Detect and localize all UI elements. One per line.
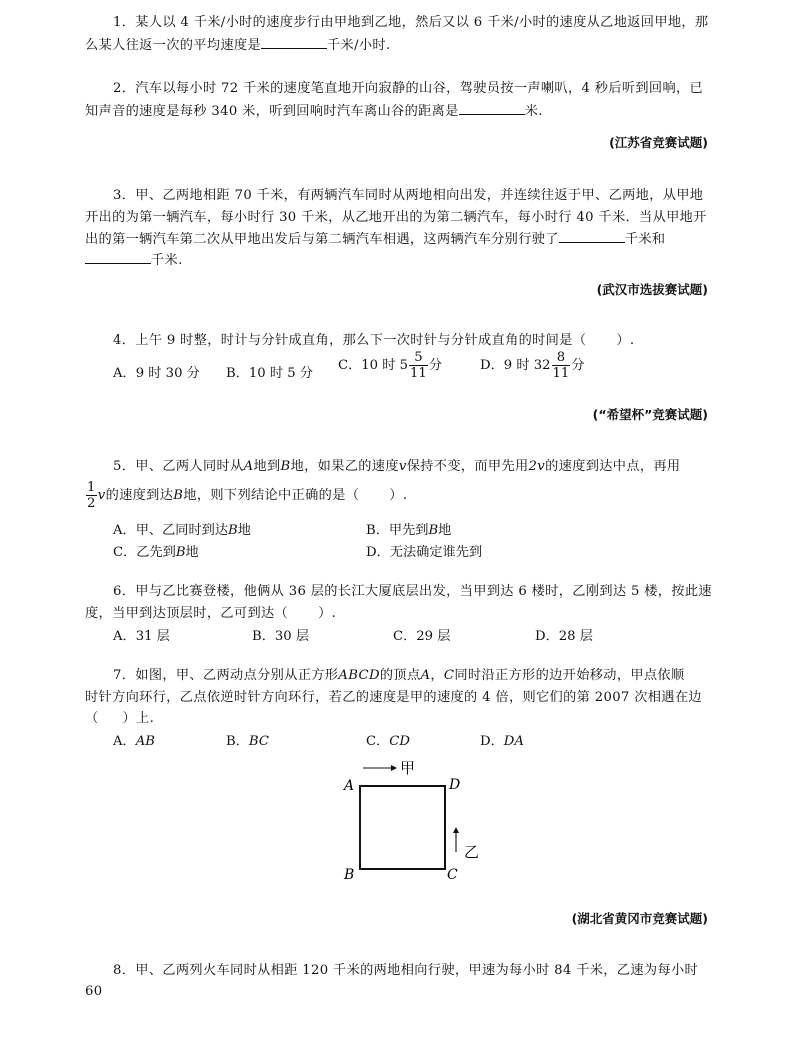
q7-text: 的顶点 xyxy=(379,668,421,683)
arrowhead-up-icon xyxy=(453,827,459,833)
q4-option-c-text: C．10 时 5 xyxy=(338,358,409,373)
q5-option-text: 地 xyxy=(237,523,251,538)
q5-text: 地到 xyxy=(253,459,281,474)
q7-line1 xyxy=(85,665,717,686)
q7-option-var: AB xyxy=(135,734,155,749)
q2-line1: 2．汽车以每小时 72 千米的速度笔直地开向寂静的山谷，驾驶员按一声喇叭，4 秒后听到回响，已 xyxy=(113,81,704,96)
q2-line2 xyxy=(85,100,717,122)
q6-option-c: C．29 层 xyxy=(393,629,451,644)
q5-text: ）. xyxy=(389,488,408,503)
q7-option-var: CD xyxy=(389,734,410,749)
q4-stem-end: ）. xyxy=(616,333,635,348)
q4-option-a: A．9 时 30 分 xyxy=(113,366,200,381)
q5-option-text: 地 xyxy=(438,523,452,538)
q7-option-text: B． xyxy=(226,734,249,749)
q7-line3 xyxy=(85,708,717,729)
q5-option-text: A．甲、乙同时到达 xyxy=(113,523,229,538)
q5-option-a xyxy=(113,519,251,538)
q5-var: B xyxy=(173,488,184,503)
q3-line4-unit: 千米. xyxy=(151,253,183,268)
q4-stem xyxy=(85,330,717,351)
q7-text: 同时沿正方形的边开始移动，甲点依顺 xyxy=(454,668,685,683)
q5-var: A xyxy=(243,459,254,474)
q4-option-d-unit: 分 xyxy=(571,358,585,373)
q4-option-c xyxy=(338,350,442,381)
fraction-numerator: 1 xyxy=(87,480,96,495)
answer-blank xyxy=(459,100,525,115)
vertex-a: A xyxy=(344,778,355,794)
q5-var: 2v xyxy=(528,459,546,474)
square-abcd xyxy=(360,786,445,869)
q3-line1: 3．甲、乙两地相距 70 千米，有两辆汽车同时从两地相向出发，并连续往返于甲、乙两地，从甲地 xyxy=(113,188,704,203)
q5-var: B xyxy=(175,545,186,560)
q6-line2 xyxy=(85,603,717,624)
q7-option-text: D． xyxy=(480,734,504,749)
q2-source: (江苏省竞赛试题) xyxy=(609,135,708,150)
q4-option-c-unit: 分 xyxy=(428,358,442,373)
q5-var: B xyxy=(280,459,291,474)
q5-option-text: 地 xyxy=(185,545,199,560)
q5-text: 地，则下列结论中正确的是（ xyxy=(183,488,360,503)
q1-line2-text: 么某人往返一次的平均速度是 xyxy=(85,38,261,53)
arrowhead-right-icon xyxy=(391,765,397,771)
q7-option-d xyxy=(480,730,524,749)
q1-line1: 1．某人以 4 千米/小时的速度步行由甲地到乙地，然后又以 6 千米/小时的速度从乙地返回甲地，那 xyxy=(113,15,709,30)
q3-line3-unit: 千米和 xyxy=(624,232,666,247)
fraction-numerator: 5 xyxy=(409,350,428,366)
q7-var: A xyxy=(420,668,431,683)
q4-option-d xyxy=(480,350,584,381)
q4-option-d-fraction xyxy=(552,350,571,381)
q7-option-text: A． xyxy=(113,734,136,749)
q5-var: v xyxy=(97,488,106,503)
q4-source: (“希望杯”竞赛试题) xyxy=(592,407,708,422)
q3-line2: 开出的为第一辆汽车，每小时行 30 千米，从乙地开出的为第二辆汽车，每小时行 40 千米．当从甲地开 xyxy=(85,210,707,225)
answer-blank xyxy=(85,249,151,264)
q6-line1: 6．甲与乙比赛登楼，他俩从 36 层的长江大厦底层出发，当甲到达 6 楼时，乙刚到达 5 楼，按此速 xyxy=(113,584,712,599)
q4-stem-text: 4．上午 9 时整，时计与分针成直角，那么下一次时针与分针成直角的时间是（ xyxy=(113,333,587,348)
q5-line2 xyxy=(85,480,717,511)
q7-option-var: DA xyxy=(503,734,524,749)
q7-option-c xyxy=(366,730,410,749)
q5-option-b xyxy=(366,519,451,538)
label-yi: 乙 xyxy=(464,843,480,861)
q4-option-c-fraction xyxy=(409,350,428,381)
q5-option-c xyxy=(113,541,199,560)
fraction-denominator: 11 xyxy=(410,366,427,381)
vertex-c: C xyxy=(447,867,458,883)
q3-line3-text: 出的第一辆汽车第二次从甲地出发后与第二辆汽车相遇，这两辆汽车分别行驶了 xyxy=(85,232,559,247)
answer-blank xyxy=(559,228,625,243)
q5-var: B xyxy=(228,523,238,538)
answer-blank xyxy=(261,34,327,49)
q5-text: 的速度到达 xyxy=(105,488,174,503)
square-figure xyxy=(335,756,515,891)
q3-line3 xyxy=(85,228,717,250)
q5-text: 5．甲、乙两人同时从 xyxy=(113,459,244,474)
fraction-denominator: 11 xyxy=(552,366,570,381)
q2-line2-unit: 米. xyxy=(524,104,543,119)
q5-var: v xyxy=(398,459,407,474)
q5-option-text: C．乙先到 xyxy=(113,545,176,560)
vertex-d: D xyxy=(449,777,461,793)
q7-text: ， xyxy=(430,668,444,683)
q7-text: ）上. xyxy=(122,711,155,726)
q6-option-b: B．30 层 xyxy=(252,629,310,644)
q7-option-var: BC xyxy=(248,734,269,749)
q6-option-d: D．28 层 xyxy=(535,629,593,644)
q5-var: B xyxy=(428,523,439,538)
q7-source: (湖北省黄冈市竞赛试题) xyxy=(571,911,708,926)
label-jia: 甲 xyxy=(400,759,416,777)
q7-option-a xyxy=(113,730,155,749)
q5-text: 保持不变，而甲先用 xyxy=(406,459,529,474)
fraction-numerator: 8 xyxy=(552,350,571,366)
q5-fraction xyxy=(86,480,97,511)
q5-line1 xyxy=(85,456,717,477)
q7-text: （ xyxy=(85,711,99,726)
q1-line2-unit: 千米/小时. xyxy=(327,38,391,53)
q7-option-text: C． xyxy=(366,734,390,749)
q7-option-b xyxy=(226,730,269,749)
q7-text: 7．如图，甲、乙两动点分别从正方形 xyxy=(113,668,339,683)
q2-line2-text: 知声音的速度是每秒 340 米，听到回响时汽车离山谷的距离是 xyxy=(85,104,459,119)
q5-text: 地，如果乙的速度 xyxy=(290,459,399,474)
q3-source: (武汉市选拔赛试题) xyxy=(596,282,708,297)
vertex-b: B xyxy=(344,867,355,883)
q7-var: C xyxy=(443,668,455,683)
q6-option-a: A．31 层 xyxy=(113,629,170,644)
q5-option-text: B．甲先到 xyxy=(366,523,429,538)
q4-option-d-text: D．9 时 32 xyxy=(480,358,551,373)
q3-line4 xyxy=(85,249,717,271)
q6-text: 度，当甲到达顶层时，乙可到达（ xyxy=(85,606,289,621)
q5-text: 的速度到达中点，再用 xyxy=(545,459,681,474)
fraction-denominator: 2 xyxy=(87,496,96,511)
q7-var: ABCD xyxy=(338,668,380,683)
q1-line2 xyxy=(85,34,717,56)
q5-option-d: D．无法确定谁先到 xyxy=(366,545,483,560)
q4-option-b: B．10 时 5 分 xyxy=(226,366,313,381)
q8-line1: 8．甲、乙两列火车同时从相距 120 千米的两地相向行驶，甲速为每小时 84 千米，乙速为每小时 60 xyxy=(85,963,699,999)
q7-line2: 时针方向环行，乙点依逆时针方向环行，若乙的速度是甲的速度的 4 倍，则它们的第 2007 次相遇在边 xyxy=(85,690,702,705)
q6-text: ）. xyxy=(318,606,337,621)
